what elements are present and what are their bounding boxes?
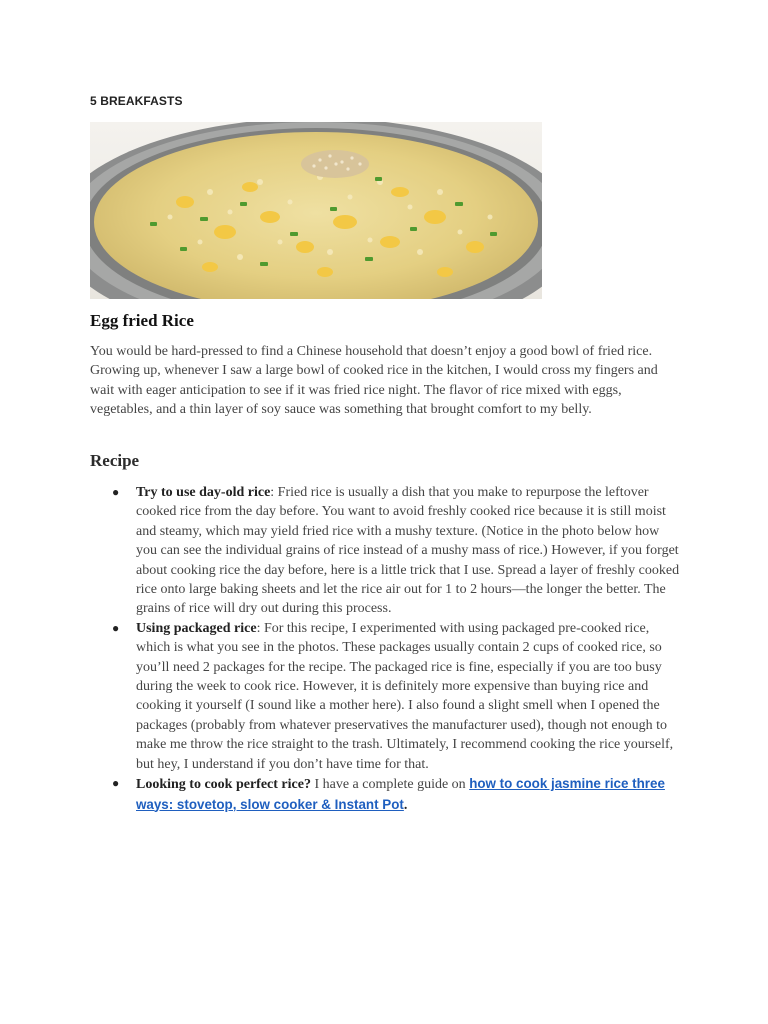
intro-paragraph: You would be hard-pressed to find a Chinese household that doesn’t enjoy a good bowl of fried rice. Growing up, whenever I saw a large bowl of cooked rice in the kitchen, I would cross my fingers and wait with eager anticipation to see if it was fried rice night. The flavor of rice mixed with eggs, vegetables, and a thin layer of soy sauce was something that brought comfort to my belly. — [90, 344, 658, 418]
egg-fried-rice-photo — [90, 122, 542, 299]
tip-lead: Looking to cook perfect rice? — [136, 777, 311, 793]
tip-text: : For this recipe, I experimented with using packaged pre-cooked rice, which is what you see in the photos. These packages usually contain 2 cups of cooked rice, so you’ll need 2 packages for the recipe. The packaged rice is fine, especially if you are too busy during the week to cook rice. However, it is definitely more expensive than buying rice and cooking it yourself (I sound like a mother here). I also found a slight smell when I opened the packages (probably from whatever preservatives the manufacturer used), though not enough to make me throw the rice straight to the trash. Ultimately, I recommend cooking the rice yourself, but hey, I understand if you don’t have time for that. — [136, 620, 674, 772]
list-item — [90, 483, 680, 619]
tip-text: I have a complete guide on — [310, 777, 470, 793]
tip-lead: Try to use day-old rice — [136, 485, 271, 500]
list-item — [90, 619, 680, 774]
list-item — [90, 774, 680, 815]
fried-rice-illustration — [90, 122, 542, 299]
recipe-title: Egg fried Rice — [90, 311, 194, 330]
recipe-heading: Recipe — [90, 451, 140, 470]
bullet-icon: ● — [112, 620, 120, 635]
recipe-tips-list — [90, 483, 680, 815]
tip-text: : Fried rice is usually a dish that you make to repurpose the leftover cooked rice from the day before. You want to avoid freshly cooked rice because it is still moist and steamy, which may yield fried rice with a mushy texture. (Notice in the photo below how you can see the individual grains of rice instead of a mushy mass of rice.) However, if you forget about cooking rice the day before, here is a little trick that I use. Spread a layer of freshly cooked rice onto large baking sheets and let the rice air out for 1 to 2 hours—the longer the better. The grains of rice will dry out during this process. — [136, 485, 680, 617]
section-label: 5 BREAKFASTS — [90, 94, 183, 108]
link-period: . — [403, 797, 408, 813]
bullet-icon: ● — [112, 485, 120, 499]
tip-lead: Using packaged rice — [136, 620, 257, 636]
jasmine-rice-guide-link[interactable]: how to cook jasmine rice three ways: stovetop, slow cooker & Instant Pot — [136, 776, 665, 812]
bullet-icon: ● — [112, 776, 120, 791]
